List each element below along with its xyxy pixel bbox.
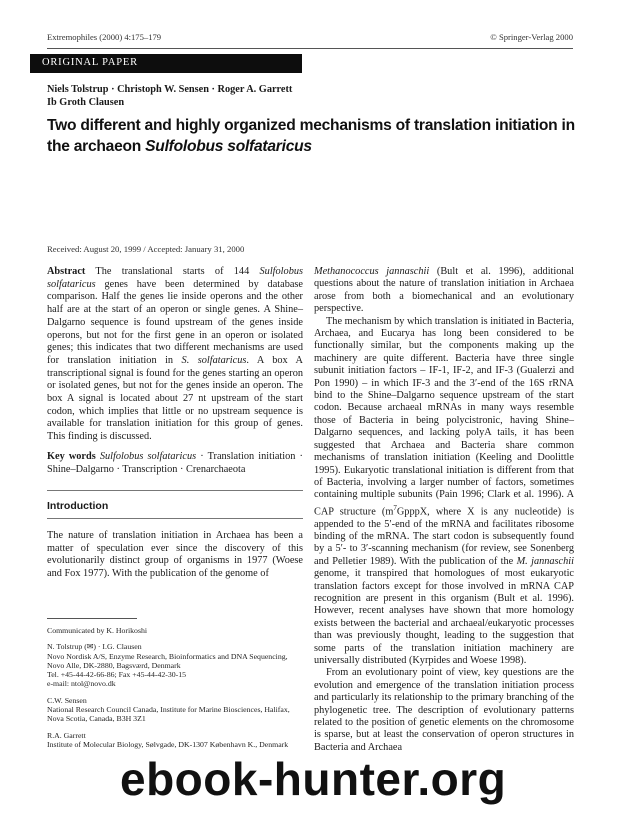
title-species: Sulfolobus solfataricus [145,137,312,155]
right-paragraph-2 [314,316,574,668]
abstract-text-3: . A box A transcriptional signal is found for the genes starting an operon or isolated genes, but not for the genes inside an operon. The box A signal is located about 27 nt upstream of the start codon, which implies that little or no upstream sequence is available for translation initiation for this group of genes. This finding is discussed. [47,354,303,443]
right-paragraph-3: From an evolutionary point of view, key questions are the evolution and emergence of the translation initiation process and particularly its relationship to the primary branching of the phylogenetic tree. The description of evolutionary patterns related to the position of genetic elements on the chromosome is sparse, but at least the conservation of operon structures in Bacteria and Archaea [314,667,574,753]
keywords-label: Key words [47,450,96,462]
affiliation-3-address: Institute of Molecular Biology, Sølvgade, DK-1307 København K., Denmark [47,739,289,749]
authors-line-1: Niels Tolstrup · Christoph W. Sensen · Roger A. Garrett [47,84,293,95]
affiliation-1-email: e-mail: ntol@novo.dk [47,679,116,689]
paper-type-banner [30,54,302,73]
right-p2-text-a: The mechanism by which translation is initiated in Bacteria, Archaea, and Eucarya has long been considered to be functionally similar, but the components making up the machinery are quite different. Bacteria have three single subunit initiation factors – IF-1, IF-2, and IF-3 (Gualerzi and Pon 1990) – in which IF-3 and the 3′-end of the 16S rRNA bind to the Shine–Dalgarno sequence upstream of the start codon. Because archaeal mRNAs in many ways resemble those of Bacteria in being polycistronic, having Shine–Dalgarno sequences, and lacking polyA tails, it has been suggested that Archaea and Bacteria share common mechanisms of translation initiation (Keeling and Doolittle 1995). Eukaryotic translational initiation is different from that of Bacteria, involving a larger number of factors, sometimes containing multiple subunits (Pain 1996; Clark et al. 1996). A CAP structure (m [314,315,574,518]
title-main: Two different and highly organized mechanisms of translation initiation in the archaeon [47,117,575,155]
watermark-text: ebook-hunter.org [120,753,507,805]
keywords [47,451,303,476]
paper-type-label: ORIGINAL PAPER [42,57,138,68]
watermark [120,752,620,818]
right-column [314,266,574,754]
affiliation-3-names: R.A. Garrett [47,730,86,740]
authors-line-2: Ib Groth Clausen [47,96,125,108]
affiliation-3 [47,731,303,750]
right-p2-superscript: 7 [393,503,397,512]
journal-citation: Extremophiles (2000) 4:175–179 [47,32,162,42]
left-column [47,266,303,476]
right-paragraph-1 [314,266,574,316]
affiliation-2-address: National Research Council Canada, Institute for Marine Biosciences, Halifax, Nova Scotia, Canada, B3H 3Z1 [47,705,290,724]
affiliation-1-address: Novo Nordisk A/S, Enzyme Research, Bioinformatics and DNA Sequencing, Novo Alle, DK-2880, Bagsværd, Denmark [47,651,288,670]
keywords-species: Sulfolobus solfataricus [99,450,197,462]
section-heading-introduction: Introduction [47,500,109,512]
introduction-paragraph: The nature of translation initiation in Archaea has been a matter of speculation ever since the discovery of this evolutionarily distinct group of organisms in 1977 (Woese and Fox 1977). With the publication of the genome of [47,530,303,580]
affiliation-1 [47,642,303,688]
communicated-by: Communicated by K. Horikoshi [47,626,148,635]
abstract-species: Sulfolobus solfataricus [47,266,303,290]
affiliation-1-phone: Tel. +45-44-42-66-86; Fax +45-44-42-30-15 [47,670,187,680]
section-rule-bottom [47,518,303,519]
right-p2-text-b: GpppX, where X is any nucleotide) is appended to the 5′-end of the mRNA and facilitates ribosome binding of the mRNA. The start codon is subsequently found by a 5′- to 3′-scanning mechanism (for review, see Sonenberg and Pelletier 1989). With the publication of the [314,506,574,567]
header-rule [47,48,573,49]
copyright-notice: © Springer-Verlag 2000 [490,32,573,42]
right-p2-species: M. jannaschii [516,555,574,567]
section-rule-top [47,490,303,491]
received-dates: Received: August 20, 1999 / Accepted: January 31, 2000 [47,244,245,254]
footnote-rule [47,618,137,619]
footnotes [47,626,303,756]
right-p1-text: (Bult et al. 1996), additional questions about the nature of translation initiation in Archaea arose from both a biomechanical and an evolutionary perspective. [314,266,574,315]
abstract-species-short: S. solfataricus [181,354,247,366]
abstract-label: Abstract [47,266,86,277]
right-p1-species: Methanococcus jannaschii [314,266,430,277]
abstract [47,266,303,444]
right-p2-text-c: genome, it transpired that homologues of most eukaryotic translation factors except for those involved in mRNA CAP recognition are present in this organism (Bult et al. 1996). However, recent analyses have shown that more homology exists between the bacterial and archaeal/eukaryotic processes than was previously thought, leading to the suggestion that some parts of the translation initiation machinery are universally distributed (Kyrpides and Woese 1998). [314,568,574,667]
author-list [47,84,567,109]
keywords-list: · Translation initiation · Shine–Dalgarno · Transcription · Crenarchaeota [47,450,303,475]
running-head [47,32,573,44]
abstract-text-2: genes have been determined by database comparison. Half the genes lie inside operons and the other half are at the start of an operon or single genes. A Shine–Dalgarno sequence is found upstream of the genes inside operons, but not for the first gene in an operon or isolated genes; this indicates that two different mechanisms are used for translation initiation in [47,278,303,366]
affiliation-2-names: C.W. Sensen [47,695,87,705]
affiliation-2 [47,696,303,724]
paper-title [47,116,575,157]
affiliation-1-names: N. Tolstrup (✉) · I.G. Clausen [47,642,142,652]
abstract-text-1: The translational starts of 144 [85,266,260,277]
